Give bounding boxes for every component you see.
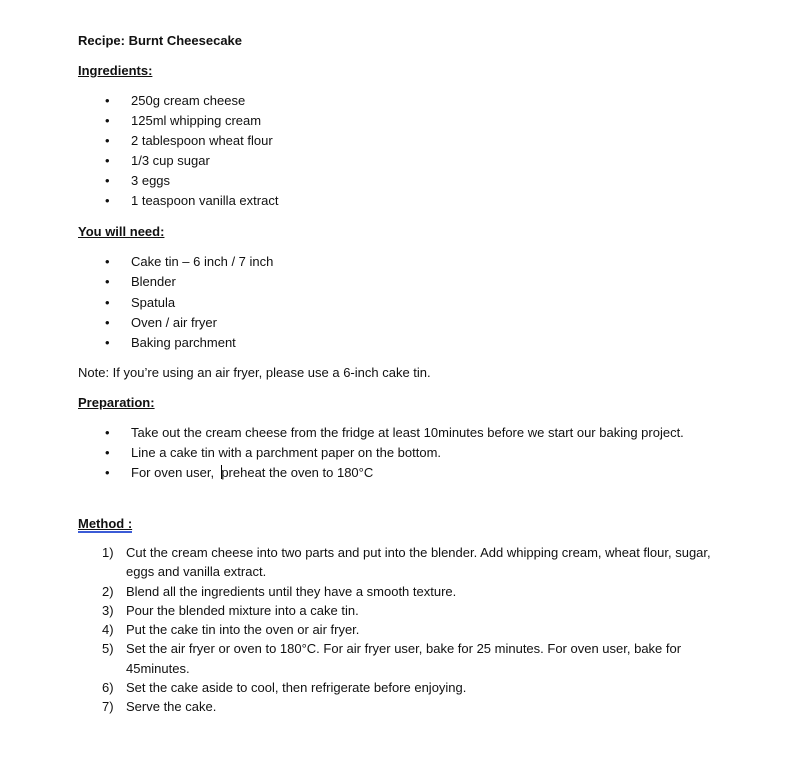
preparation-list [83,423,723,483]
bullet-icon: • [105,254,110,269]
list-item-text: Oven / air fryer [131,314,217,330]
list-item [83,111,723,131]
bullet-icon: • [105,274,110,290]
list-item [83,293,723,313]
bullet-icon: • [105,133,110,148]
list-item [83,333,723,353]
recipe-title: Recipe: Burnt Cheesecake [78,33,243,48]
step-text: Set the cake aside to cool, then refrigerate before enjoying. [126,680,467,696]
method-step [78,620,718,639]
bullet-icon: • [105,113,110,128]
bullet-icon: • [105,173,110,188]
bullet-icon: • [105,445,110,460]
list-item [83,443,723,463]
step-number: 6) [102,680,114,696]
list-item-text: For oven user, [131,465,222,480]
method-heading-text: Method : [78,516,133,531]
preparation-heading: Preparation: [78,395,155,410]
list-item [83,423,723,443]
bullet-icon: • [105,314,110,330]
list-item-text: Blender [131,274,176,290]
bullet-icon: • [105,425,110,440]
bullet-icon: • [105,193,110,208]
list-item-text: Cake tin – 6 inch / 7 inch [131,254,274,269]
step-text: Pour the blended mixture into a cake tin. [126,602,359,618]
list-item [83,252,723,272]
step-text: Cut the cream cheese into two parts and put into the blender. Add whipping cream, wheat flour, sugar, eggs and vanilla extract. [126,545,711,580]
step-text: Set the air fryer or oven to 180°C. For air fryer user, bake for 25 minutes. For oven user, bake for 45minutes. [126,641,682,676]
ingredients-heading: Ingredients: [78,63,153,78]
need-heading: You will need: [78,224,165,239]
list-item [83,151,723,171]
list-item-text: Take out the cream cheese from the fridge at least 10minutes before we start our baking project. [131,425,684,440]
list-item [83,91,723,111]
list-item [83,131,723,151]
list-item [83,272,723,292]
step-number: 5) [102,641,114,657]
need-list [83,252,723,353]
step-number: 7) [102,699,114,715]
method-step [78,697,718,716]
list-item-text: Baking parchment [131,335,236,351]
list-item-text: preheat the oven to 180°C [221,465,374,480]
step-text: Blend all the ingredients until they have a smooth texture. [126,583,457,599]
list-item-text: 1/3 cup sugar [131,153,210,168]
list-item-text: 3 eggs [131,173,171,188]
list-item [83,463,723,483]
ingredients-list [83,91,723,211]
bullet-icon: • [105,294,110,310]
list-item-text: 2 tablespoon wheat flour [131,133,273,148]
step-text: Serve the cake. [126,699,217,715]
method-step [78,601,718,620]
step-number: 3) [102,602,114,618]
bullet-icon: • [105,465,110,480]
step-text: Put the cake tin into the oven or air fryer. [126,622,360,638]
method-list [78,543,718,717]
list-item-text: Spatula [131,294,176,310]
method-heading [78,514,132,534]
list-item [83,313,723,333]
method-step [78,543,718,582]
step-number: 1) [102,545,114,560]
list-item [83,171,723,191]
bullet-icon: • [105,335,110,351]
method-step [78,582,718,601]
list-item-text: 250g cream cheese [131,93,246,108]
list-item-text: 1 teaspoon vanilla extract [131,193,279,208]
method-step [78,678,718,697]
bullet-icon: • [105,153,110,168]
step-number: 4) [102,622,114,638]
list-item [83,191,723,211]
step-number: 2) [102,583,114,599]
method-step [78,639,718,678]
list-item-text: Line a cake tin with a parchment paper on the bottom. [131,445,442,460]
note: Note: If you’re using an air fryer, please use a 6-inch cake tin. [78,365,431,380]
list-item-text: 125ml whipping cream [131,113,262,128]
bullet-icon: • [105,93,110,108]
